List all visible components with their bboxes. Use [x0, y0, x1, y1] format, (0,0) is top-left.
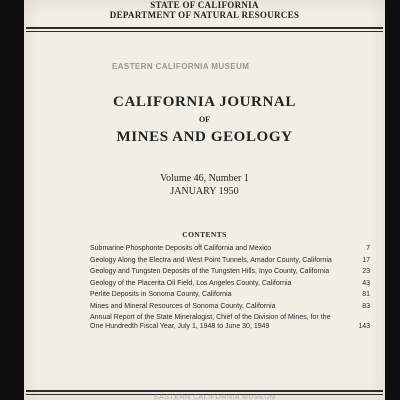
toc-item	[90, 256, 370, 265]
journal-title	[24, 93, 385, 146]
toc-item-title: Geology and Tungsten Deposits of the Tungsten Hills, Inyo County, California	[90, 268, 330, 275]
issue-date: JANUARY 1950	[170, 186, 239, 197]
footer-stamp: EASTERN CALIFORNIA MUSEUM	[154, 394, 277, 400]
toc-item	[90, 302, 370, 311]
issue-info	[24, 172, 385, 198]
toc-item-page: 143	[358, 323, 370, 330]
toc-item-title: Geology of the Placerita Oil Field, Los Angeles County, California	[90, 279, 292, 287]
toc-item-page: 23	[362, 268, 370, 275]
toc-item-title: Geology Along the Electra and West Point Tunnels, Amador County, California	[90, 256, 332, 264]
department-line: DEPARTMENT OF NATURAL RESOURCES	[109, 10, 300, 20]
toc-item-page: 43	[362, 279, 370, 287]
toc-item-page: 7	[366, 245, 370, 252]
title-line-1: CALIFORNIA JOURNAL	[113, 94, 296, 110]
toc-item	[90, 279, 370, 288]
toc-item-title: Perlite Deposits in Sonoma County, California	[90, 291, 232, 298]
toc-item	[90, 313, 370, 331]
toc-item-page: 17	[362, 256, 370, 264]
toc-item-page: 83	[362, 302, 370, 310]
state-line: STATE OF CALIFORNIA	[150, 0, 259, 10]
toc-item-title: Annual Report of the State Mineralogist, Chief of the Division of Mines, for the One Hundredth Fiscal Year, July 1, 1948 to June 30, 1949	[90, 314, 331, 330]
agency-header	[24, 0, 385, 20]
table-of-contents	[90, 244, 370, 334]
header-rule	[26, 27, 383, 32]
title-line-2: MINES AND GEOLOGY	[116, 129, 293, 145]
title-of: OF	[198, 115, 211, 124]
contents-heading: CONTENTS	[182, 230, 227, 239]
toc-item	[90, 290, 370, 299]
journal-cover-page	[24, 0, 385, 400]
toc-item	[90, 244, 370, 253]
toc-item-title: Mines and Mineral Resources of Sonoma County, California	[90, 302, 276, 310]
toc-item-page: 81	[362, 291, 370, 298]
volume-number: Volume 46, Number 1	[160, 173, 249, 184]
toc-item-title: Submarine Phosphorite Deposits off California and Mexico	[90, 245, 272, 252]
toc-item	[90, 267, 370, 276]
museum-stamp: EASTERN CALIFORNIA MUSEUM	[112, 62, 250, 71]
